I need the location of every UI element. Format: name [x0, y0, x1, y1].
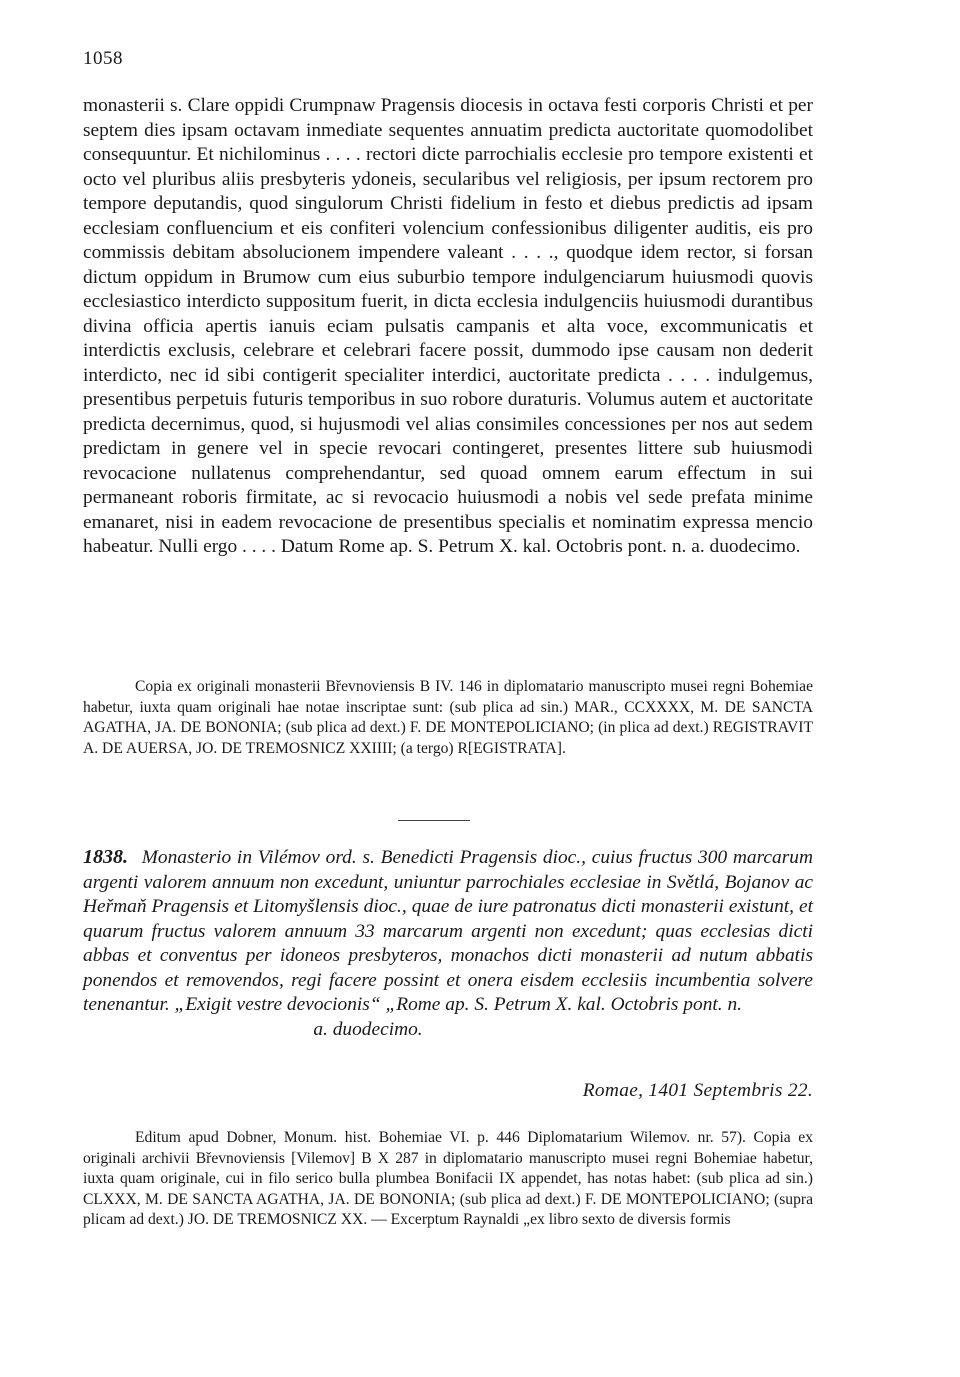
page-number: 1058: [83, 48, 123, 69]
regest-text: Monasterio in Vilémov ord. s. Benedicti Pragensis dioc., cuius fructus 300 marcarum argenti valorem annuum non excedunt, uniuntur parrochiales ecclesiae in Světlá, Bojanov ac Heřmaň Pragensis et Litomyšlensis dioc., quae de iure patronatus dicti monasterii existunt, et quarum fructus valorem annuum 33 marcarum argenti non excedunt; quas ecclesias dicti abbas et conventus per idoneos presbyteros, monachos dicti monasterii ad nutum abbatis ponendos et removendos, regi facere possint et onera eisdem ecclesiis incumbentia solvere tenenantur. „Exigit vestre devocionis“ „Rome ap. S. Petrum X. kal. Octobris pont. n.: [83, 847, 813, 1015]
charter-text: [83, 94, 813, 560]
entry-regest: [83, 845, 813, 1042]
charter-paragraph: monasterii s. Clare oppidi Crumpnaw Pragensis diocesis in octava festi corporis Christi et per septem dies ipsam octavam inmediate sequentes annuatim predicta auctoritate quomodolibet consequuntur. Et nichilominus . . . . rectori dicte parrochialis ecclesie pro tempore existenti et octo vel pluribus aliis presbyteris ydoneis, secularibus vel religiosis, per ipsum rectorem pro tempore deputandis, quod singulorum Christi fidelium in festo et diebus predictis ad ipsam ecclesiam confluencium et eis confiteri volencium confessionibus diligenter auditis, eis pro commissis debitam absolucionem impendere valeant . . . ., quodque idem rector, si forsan dictum oppidum in Brumow cum eius suburbio tempore indulgenciarum huiusmodi quovis ecclesiastico interdicto suppositum fuerit, in dicta ecclesia indulgenciis huiusmodi durantibus divina officia apertis ianuis eciam pulsatis campanis et alta voce, excommunicatis et interdictis exclusis, celebrare et celebrari facere possit, dummodo ipse causam non dederit interdicto, nec id sibi contigerit specialiter interdici, auctoritate predicta . . . . indulgemus, presentibus perpetuis futuris temporibus in suo robore duraturis. Volumus autem et auctoritate predicta decernimus, quod, si hujusmodi vel alias consimiles concessiones per nos aut sedem predictam in genere vel in specie revocari contingeret, presentes littere sub huiusmodi revocacione nullatenus comprehendantur, sed quoad omnem earum effectum in sui permaneant roboris firmitate, ac si revocacio huiusmodi a nobis vel sede prefata minime emanaret, nisi in eadem revocacione de presentibus specialis et nominatim expressa mencio habeatur. Nulli ergo . . . . Datum Rome ap. S. Petrum X. kal. Octobris pont. n. a. duodecimo.: [83, 95, 813, 557]
entry-dateline: Romae, 1401 Septembris 22.: [582, 1080, 813, 1101]
entry-number: 1838.: [83, 846, 128, 868]
source-note: [83, 677, 813, 759]
source-note-paragraph: Copia ex originali monasterii Břevnoviensis B IV. 146 in diplomatario manuscripto musei regni Bohemiae habetur, iuxta quam originali hae notae inscriptae sunt: (sub plica ad sin.) MAR., CCXXXX, M. DE SANCTA AGATHA, JA. DE BONONIA; (sub plica ad dext.) F. DE MONTEPOLICIANO; (in plica ad dext.) REGISTRAVIT A. DE AUERSA, JO. DE TREMOSNICZ XXIIII; (a tergo) R[EGISTRATA].: [83, 678, 813, 757]
section-divider: [398, 820, 470, 821]
regest-last-line: a. duodecimo.: [313, 1018, 423, 1040]
edition-note: [83, 1128, 813, 1231]
edition-note-paragraph: Editum apud Dobner, Monum. hist. Bohemiae VI. p. 446 Diplomatarium Wilemov. nr. 57). Copia ex originali archivii Břevnoviensis [Vilemov] B X 287 in diplomatario manuscripto musei regni Bohemiae habetur, iuxta quam originale, cui in filo serico bulla plumbea Bonifacii IX appendet, has notas habet: (sub plica ad sin.) CLXXX, M. DE SANCTA AGATHA, JA. DE BONONIA; (sub plica ad dext.) F. DE MONTEPOLICIANO; (supra plicam ad dext.) JO. DE TREMOSNICZ XX. — Excerptum Raynaldi „ex libro sexto de diversis formis: [83, 1129, 813, 1228]
regest-paragraph: [83, 845, 813, 1042]
